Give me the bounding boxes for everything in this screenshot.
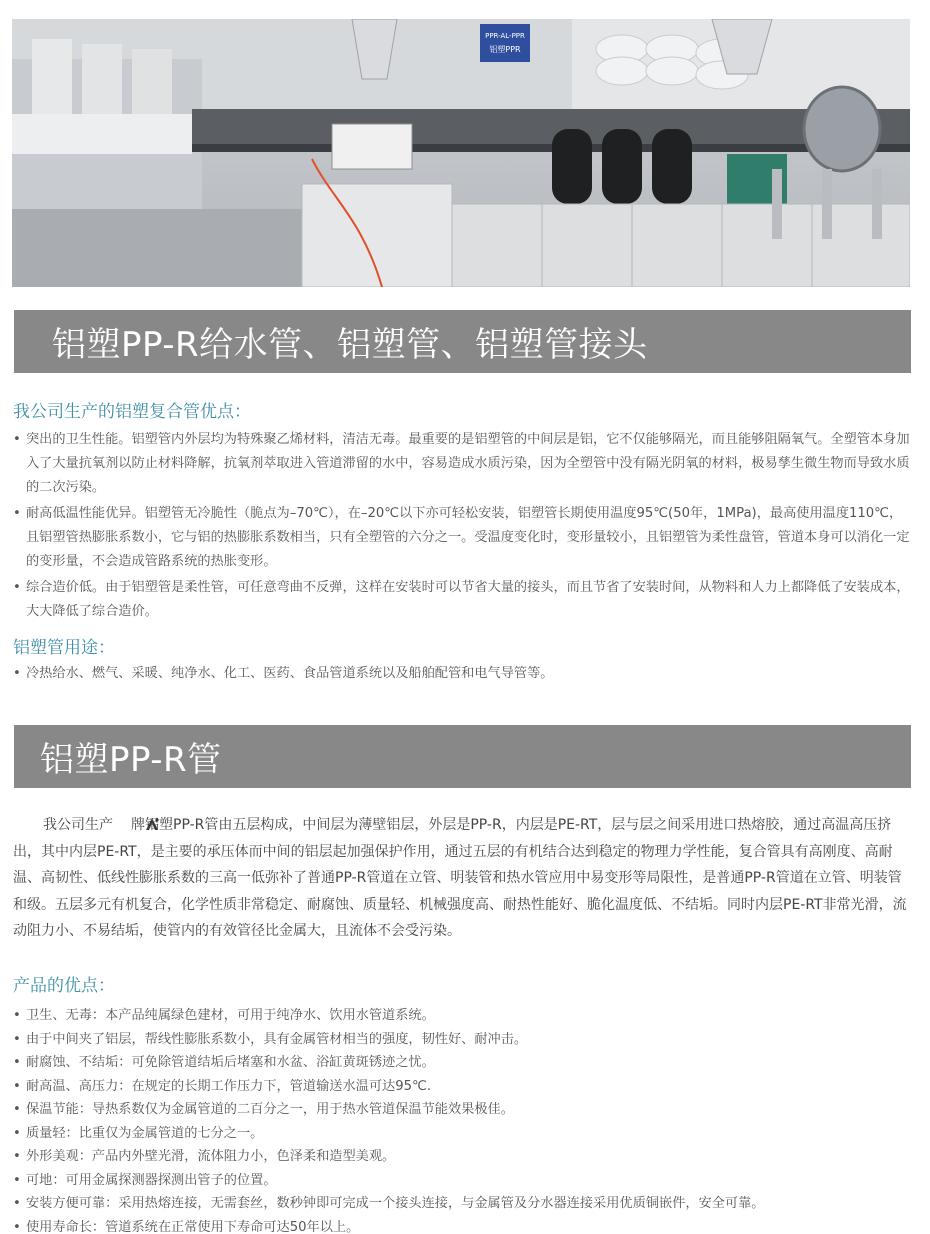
panel-label-top: PPR-AL-PPR	[485, 32, 525, 40]
panel-label-bottom: 铝塑PPR	[489, 45, 521, 54]
factory-photo	[12, 19, 910, 287]
list-item: • 卫生、无毒：本产品纯属绿色建材，可用于纯净水、饮用水管道系统。	[13, 1004, 911, 1028]
brand-logo-icon	[115, 814, 129, 828]
section-title: 铝塑PP-R给水管、铝塑管、铝塑管接头	[52, 325, 648, 365]
usage-list	[13, 662, 911, 688]
features-list	[13, 1004, 911, 1234]
list-item: • 综合造价低。由于铝塑管是柔性管，可任意弯曲不反弹，这样在安装时可以节省大量的接头，而且节省了安装时间，从物料和人力上都降低了安装成本，大大降低了综合造价。	[13, 576, 911, 624]
list-item: • 可地：可用金属探测器探测出管子的位置。	[13, 1169, 911, 1193]
list-item: • 耐高低温性能优异。铝塑管无冷脆性（脆点为–70℃），在–20℃以下亦可轻松安装，铝塑管长期使用温度95℃(50年，1MPa)，最高使用温度110℃，且铝塑管热膨胀系数小，它与铝的热膨胀系数相当，只有全塑管的六分之一。受温度变化时，变形量较小，且铝塑管为柔性盘管，管道本身可以消化一定的变形量，不会造成管路系统的热胀变形。	[13, 502, 911, 574]
list-item: • 保温节能：导热系数仅为金属管道的二百分之一，用于热水管道保温节能效果极佳。	[13, 1098, 911, 1122]
list-item: • 耐腐蚀、不结垢：可免除管道结垢后堵塞和水盆、浴缸黄斑锈迹之忧。	[13, 1051, 911, 1075]
usage-heading: 铝塑管用途：	[13, 638, 115, 658]
features-heading: 产品的优点：	[13, 976, 115, 996]
intro-text-after-logo: 牌铝塑PP-R管由五层构成，中间层为薄壁铝层，外层是PP-R，内层是PE-RT，层与层之间采用进口热熔胶，通过高温高压挤出，其中内层PE-RT，是主要的承压体而中间的铝层起加强保护作用，通过五层的有机结合达到稳定的物理力学性能，复合管具有高刚度、高耐温、高韧性、低线性膨胀系数的三高一低弥补了普通PP-R管道在立管、明装管和热水管应用中易变形等局限性，是普通PP-R管道在立管、明装管和级。五层多元有机复合，化学性质非常稳定、耐腐蚀、质量轻、机械强度高、耐热性能好、脆化温度低、不结垢。同时内层PE-RT非常光滑，流动阻力小、不易结垢，使管内的有效管径比金属大，且流体不会受污染。	[13, 817, 907, 939]
list-item: • 突出的卫生性能。铝塑管内外层均为特殊聚乙烯材料，清洁无毒。最重要的是铝塑管的中间层是铝，它不仅能够隔光，而且能够阻隔氧气。全塑管本身加入了大量抗氧剂以防止材料降解，抗氧剂萃取进入管道滞留的水中，容易造成水质污染，因为全塑管中没有隔光阴氧的材料，极易孳生微生物而导致水质的二次污染。	[13, 428, 911, 500]
production-line-illustration	[12, 19, 910, 287]
list-item: • 冷热给水、燃气、采暖、纯净水、化工、医药、食品管道系统以及船舶配管和电气导管等。	[13, 662, 911, 686]
list-item: • 质量轻：比重仅为金属管道的七分之一。	[13, 1122, 911, 1146]
list-item: • 由于中间夹了铝层，帮线性膨胀系数小，具有金属管材相当的强度，韧性好、耐冲击。	[13, 1028, 911, 1052]
advantages-heading: 我公司生产的铝塑复合管优点：	[13, 402, 251, 422]
list-item: • 耐高温、高压力：在规定的长期工作压力下，管道输送水温可达95℃.	[13, 1075, 911, 1099]
intro-paragraph	[13, 812, 913, 945]
section-banner-aluminum-plastic-pipes	[14, 310, 911, 373]
intro-text-before-logo: 我公司生产	[43, 817, 113, 833]
list-item: • 使用寿命长：管道系统在正常使用下寿命可达50年以上。	[13, 1216, 911, 1234]
advantages-list	[13, 428, 911, 626]
section-banner-ppr-pipe	[14, 725, 911, 788]
list-item: • 外形美观：产品内外壁光滑，流体阻力小，色泽柔和造型美观。	[13, 1145, 911, 1169]
list-item: • 安装方便可靠：采用热熔连接，无需套丝，数秒钟即可完成一个接头连接，与金属管及分水器连接采用优质铜嵌件，安全可靠。	[13, 1192, 911, 1216]
section-title: 铝塑PP-R管	[40, 740, 222, 780]
